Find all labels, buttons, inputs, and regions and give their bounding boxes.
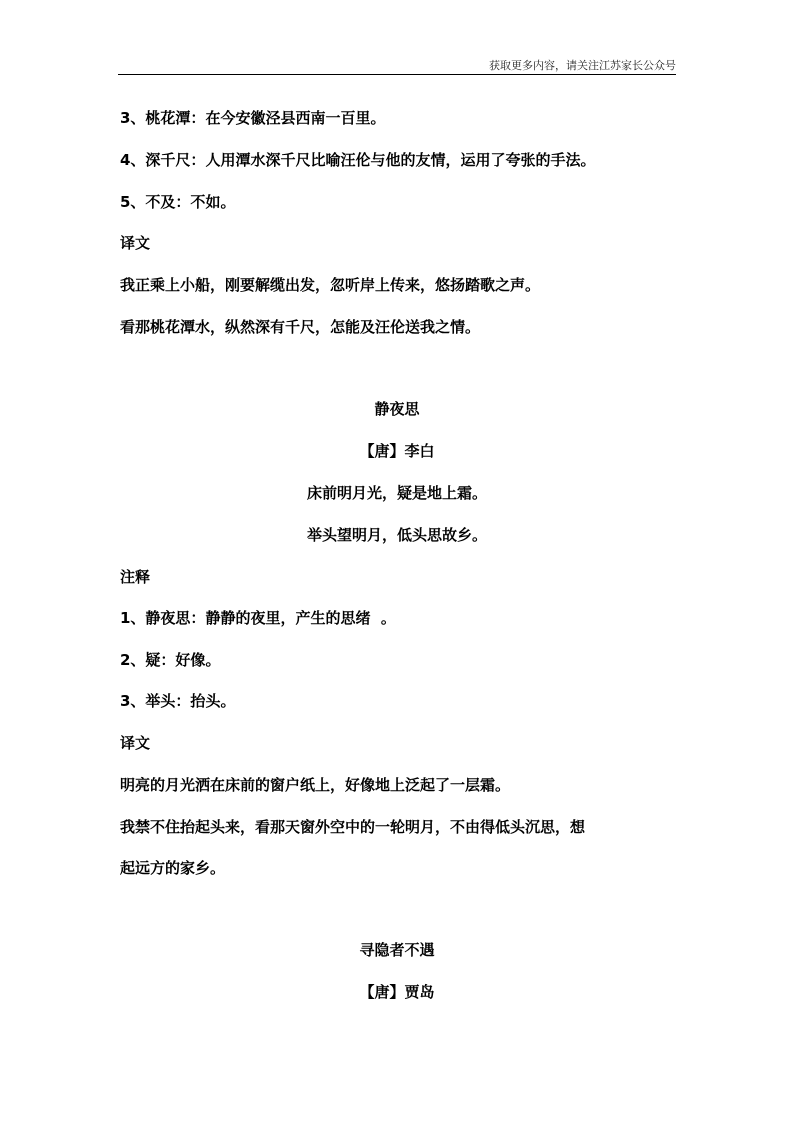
translation-heading: 译文 — [120, 234, 151, 252]
note-item: 4、深千尺：人用潭水深千尺比喻汪伦与他的友情，运用了夸张的手法。 — [120, 151, 596, 169]
translation-line: 看那桃花潭水，纵然深有千尺，怎能及汪伦送我之情。 — [120, 318, 481, 336]
poem-title: 静夜思 — [374, 400, 420, 418]
note-item: 3、桃花潭：在今安徽泾县西南一百里。 — [120, 109, 386, 127]
translation-line: 我正乘上小船，刚要解缆出发，忽听岸上传来，悠扬踏歌之声。 — [120, 276, 541, 294]
poem-author: 【唐】贾岛 — [359, 983, 435, 1001]
note-item: 1、静夜思：静静的夜里，产生的思绪 。 — [120, 609, 396, 627]
note-item: 5、不及：不如。 — [120, 193, 236, 211]
page-header-text: 获取更多内容，请关注江苏家长公众号 — [489, 59, 676, 72]
note-item: 2、疑：好像。 — [120, 651, 221, 669]
translation-line: 起远方的家乡。 — [120, 859, 226, 877]
note-item: 3、举头：抬头。 — [120, 692, 236, 710]
poem-author: 【唐】李白 — [359, 442, 435, 460]
poem-title: 寻隐者不遇 — [359, 941, 435, 959]
poem-line: 床前明月光，疑是地上霜。 — [306, 484, 487, 502]
header-divider — [118, 74, 676, 75]
translation-heading: 译文 — [120, 734, 151, 752]
notes-heading: 注释 — [120, 568, 151, 586]
poem-line: 举头望明月，低头思故乡。 — [306, 526, 487, 544]
translation-line: 我禁不住抬起头来，看那天窗外空中的一轮明月，不由得低头沉思，想 — [120, 818, 586, 836]
translation-line: 明亮的月光洒在床前的窗户纸上，好像地上泛起了一层霜。 — [120, 776, 511, 794]
